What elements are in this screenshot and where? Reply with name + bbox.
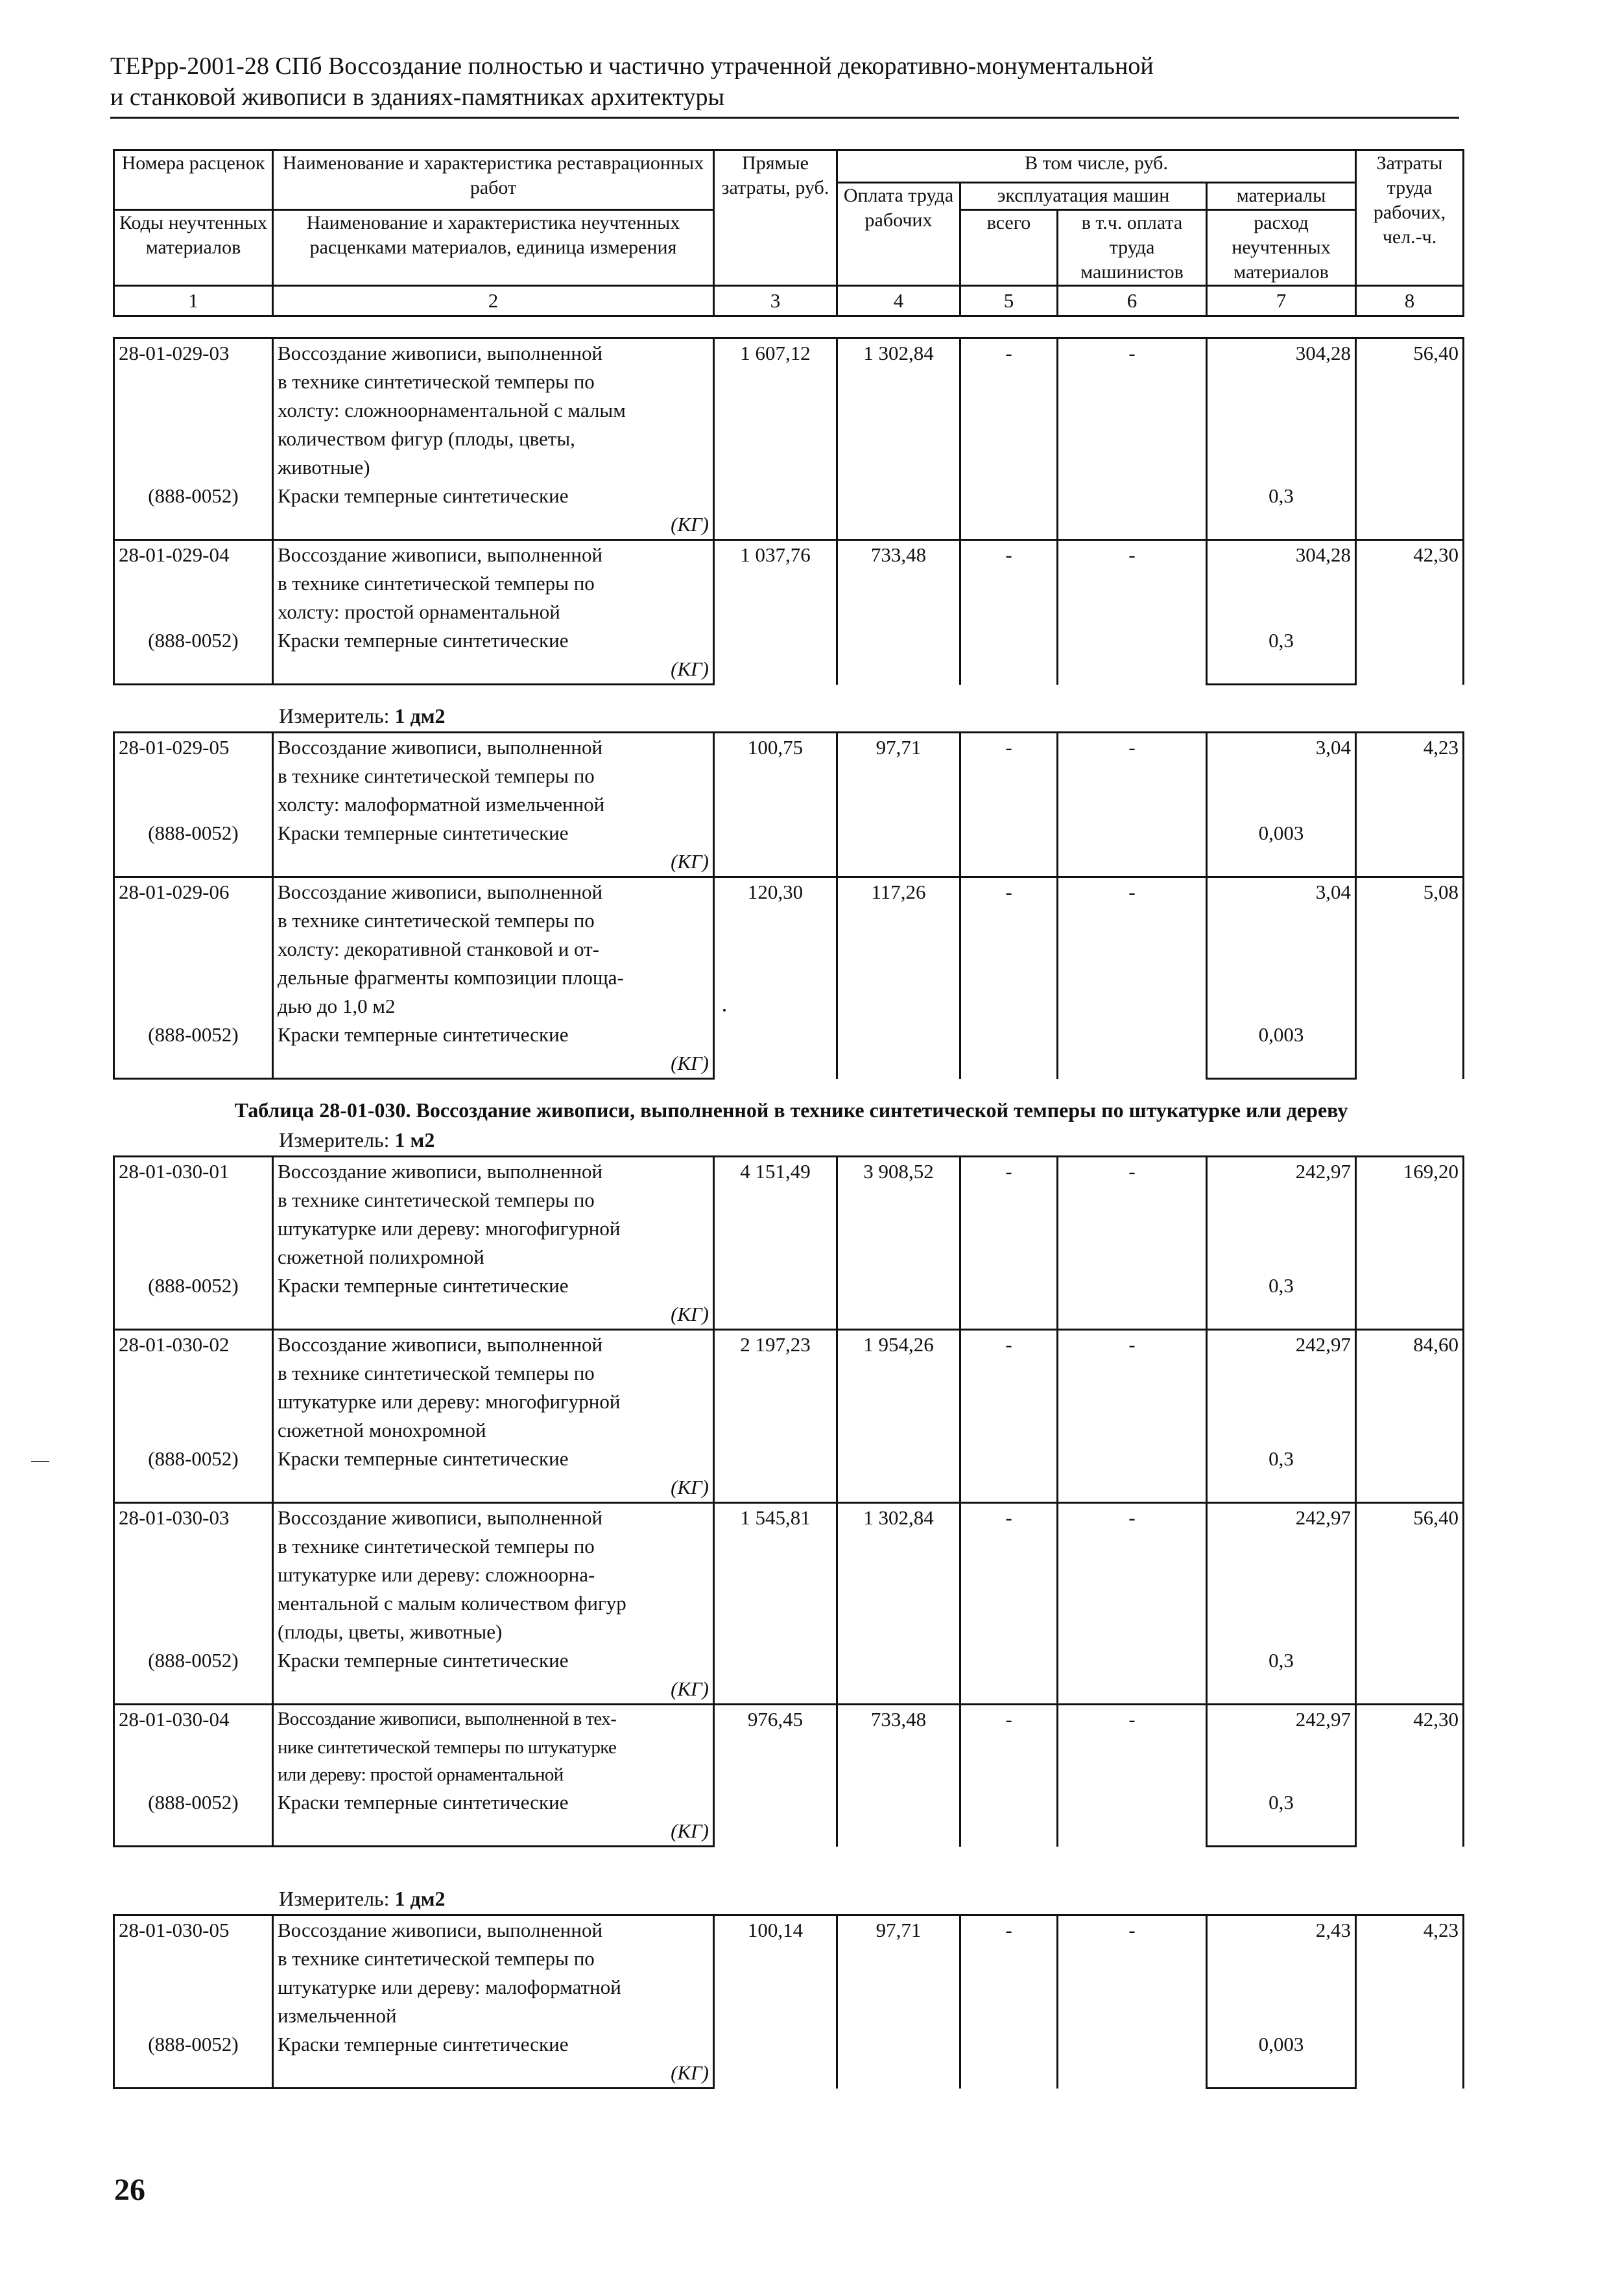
col-number: 6 [1058, 286, 1207, 316]
header-line-2: и станковой живописи в зданиях-памятниках архитектуры [110, 84, 724, 111]
labor-wages: 733,48 [837, 540, 960, 685]
empty-cell [114, 425, 273, 453]
machinist-wages: - [1058, 1705, 1207, 1847]
materials-cost: 242,97 [1207, 1157, 1356, 1187]
labor-hours: 4,23 [1356, 733, 1464, 877]
material-name: Краски темперные синтетические [273, 1021, 714, 1049]
empty-cell [1207, 790, 1356, 819]
empty-cell [114, 1473, 273, 1503]
rate-code: 28-01-030-04 [114, 1705, 273, 1734]
rate-code: 28-01-029-03 [114, 338, 273, 368]
work-description-line: нике синтетической темперы по штукатурке [273, 1734, 714, 1761]
labor-hours: 5,08 [1356, 877, 1464, 1079]
labor-hours: 42,30 [1356, 540, 1464, 685]
machines-total: - [960, 338, 1058, 540]
empty-cell [114, 1945, 273, 1973]
empty-cell [1207, 368, 1356, 396]
direct-costs: 1 607,12 [714, 338, 837, 540]
col-number: 3 [714, 286, 837, 316]
empty-cell [114, 762, 273, 790]
table-caption: Таблица 28-01-030. Воссоздание живописи, выполненной в технике синтетической темперы по штукатурке или дереву [234, 1098, 1348, 1122]
rate-code: 28-01-030-01 [114, 1157, 273, 1187]
work-description-line: Воссоздание живописи, выполненной [273, 1915, 714, 1945]
work-description-line: сюжетной монохромной [273, 1416, 714, 1445]
table-row [114, 1330, 1464, 1360]
rates-table-block-4 [113, 1914, 1464, 2089]
col-number: 1 [114, 286, 273, 316]
work-description-line: в технике синтетической темперы по [273, 1359, 714, 1388]
machines-total: - [960, 733, 1058, 877]
work-description-line: Воссоздание живописи, выполненной [273, 540, 714, 570]
empty-cell [1207, 1049, 1356, 1079]
labor-hours: 42,30 [1356, 1705, 1464, 1847]
table-row [114, 1915, 1464, 1945]
meter-label-1 [279, 703, 446, 729]
material-code: (888-0052) [114, 1788, 273, 1817]
material-unit: (КГ) [273, 655, 714, 685]
work-description-line: ментальной с малым количеством фигур [273, 1589, 714, 1618]
material-name: Краски темперные синтетические [273, 1445, 714, 1473]
material-code: (888-0052) [114, 1021, 273, 1049]
meter-value: 1 дм2 [394, 1887, 446, 1910]
materials-cost: 242,97 [1207, 1503, 1356, 1533]
empty-cell [114, 2002, 273, 2030]
page-number: 26 [114, 2173, 145, 2207]
labor-hours: 84,60 [1356, 1330, 1464, 1503]
meter-caption: Измеритель: [279, 704, 390, 728]
scan-speck [723, 1009, 726, 1012]
col-number: 4 [837, 286, 960, 316]
material-unit: (КГ) [273, 847, 714, 877]
material-unit: (КГ) [273, 1817, 714, 1847]
empty-cell [1207, 1214, 1356, 1243]
meter-caption: Измеритель: [279, 1128, 390, 1152]
material-name: Краски темперные синтетические [273, 819, 714, 847]
empty-cell [114, 847, 273, 877]
material-code: (888-0052) [114, 1272, 273, 1300]
material-quantity: 0,3 [1207, 626, 1356, 655]
rate-code: 28-01-030-05 [114, 1915, 273, 1945]
empty-cell [1207, 964, 1356, 992]
material-unit: (КГ) [273, 1049, 714, 1079]
labor-wages: 1 954,26 [837, 1330, 960, 1503]
empty-cell [114, 1359, 273, 1388]
empty-cell [114, 1973, 273, 2002]
direct-costs: 120,30 [714, 877, 837, 1079]
empty-cell [114, 1675, 273, 1705]
material-name: Краски темперные синтетические [273, 482, 714, 510]
empty-cell [114, 1388, 273, 1416]
work-description-line: Воссоздание живописи, выполненной [273, 1330, 714, 1360]
work-description-line: холсту: сложноорнаментальной с малым [273, 396, 714, 425]
work-description-line: штукатурке или дереву: многофигурной [273, 1214, 714, 1243]
empty-cell [1207, 1388, 1356, 1416]
empty-cell [1207, 1817, 1356, 1847]
empty-cell [1207, 569, 1356, 598]
direct-costs: 1 545,81 [714, 1503, 837, 1705]
material-quantity: 0,003 [1207, 1021, 1356, 1049]
direct-costs: 100,75 [714, 733, 837, 877]
empty-cell [114, 655, 273, 685]
col-6-header: в т.ч. оплата труда машинистов [1058, 210, 1207, 286]
material-name: Краски темперные синтетические [273, 1788, 714, 1817]
labor-wages: 97,71 [837, 733, 960, 877]
empty-cell [1207, 1416, 1356, 1445]
column-number-row [114, 286, 1464, 316]
table-row [114, 338, 1464, 368]
material-code: (888-0052) [114, 2030, 273, 2059]
rates-table-block-1 [113, 337, 1464, 685]
material-name: Краски темперные синтетические [273, 2030, 714, 2059]
labor-hours: 4,23 [1356, 1915, 1464, 2089]
meter-label-2 [279, 1127, 435, 1153]
material-name: Краски темперные синтетические [273, 1646, 714, 1675]
empty-cell [1207, 1300, 1356, 1330]
empty-cell [114, 510, 273, 540]
material-code: (888-0052) [114, 626, 273, 655]
empty-cell [1207, 992, 1356, 1021]
materials-cost: 3,04 [1207, 733, 1356, 763]
empty-cell [1207, 1532, 1356, 1561]
machines-total: - [960, 1157, 1058, 1330]
header-line-1: ТЕРрр-2001-28 СПб Воссоздание полностью и частично утраченной декоративно-монументальной [110, 53, 1154, 80]
empty-cell [1207, 906, 1356, 935]
labor-hours: 169,20 [1356, 1157, 1464, 1330]
machines-total: - [960, 1330, 1058, 1503]
empty-cell [114, 368, 273, 396]
work-description-line: холсту: декоративной станковой и от- [273, 935, 714, 964]
table-row [114, 877, 1464, 907]
material-code: (888-0052) [114, 482, 273, 510]
empty-cell [114, 1243, 273, 1272]
materials-cost: 242,97 [1207, 1705, 1356, 1734]
machinist-wages: - [1058, 877, 1207, 1079]
material-code: (888-0052) [114, 1646, 273, 1675]
machinist-wages: - [1058, 540, 1207, 685]
empty-cell [1207, 453, 1356, 482]
labor-hours: 56,40 [1356, 338, 1464, 540]
work-description-line: Воссоздание живописи, выполненной [273, 877, 714, 907]
col-1-top: Номера расценок [114, 150, 273, 210]
col-number: 8 [1356, 286, 1464, 316]
empty-cell [1207, 847, 1356, 877]
col-5-header: всего [960, 210, 1058, 286]
empty-cell [1207, 1675, 1356, 1705]
work-description-line: в технике синтетической темперы по [273, 762, 714, 790]
materials-cost: 3,04 [1207, 877, 1356, 907]
material-unit: (КГ) [273, 2059, 714, 2089]
scan-mark [31, 1461, 49, 1462]
table-row [114, 1705, 1464, 1734]
table-row [114, 733, 1464, 763]
material-quantity: 0,3 [1207, 1272, 1356, 1300]
work-description-line: животные) [273, 453, 714, 482]
material-quantity: 0,3 [1207, 1445, 1356, 1473]
col-2-bottom: Наименование и характеристика неучтенных расценками материалов, единица измерения [273, 210, 714, 286]
machinist-wages: - [1058, 1330, 1207, 1503]
material-code: (888-0052) [114, 1445, 273, 1473]
empty-cell [114, 935, 273, 964]
empty-cell [114, 1761, 273, 1788]
material-quantity: 0,003 [1207, 2030, 1356, 2059]
work-description-line: в технике синтетической темперы по [273, 1532, 714, 1561]
work-description-line: штукатурке или дереву: малоформатной [273, 1973, 714, 2002]
machines-total: - [960, 1705, 1058, 1847]
empty-cell [114, 992, 273, 1021]
empty-cell [1207, 2002, 1356, 2030]
empty-cell [1207, 655, 1356, 685]
labor-wages: 97,71 [837, 1915, 960, 2089]
including-header: В том числе, руб. [837, 150, 1356, 183]
empty-cell [114, 1734, 273, 1761]
work-description-line: штукатурке или дереву: многофигурной [273, 1388, 714, 1416]
labor-wages: 117,26 [837, 877, 960, 1079]
machinist-wages: - [1058, 733, 1207, 877]
material-unit: (КГ) [273, 510, 714, 540]
table-row [114, 1157, 1464, 1187]
empty-cell [114, 1532, 273, 1561]
empty-cell [1207, 1359, 1356, 1388]
empty-cell [114, 1416, 273, 1445]
work-description-line: Воссоздание живописи, выполненной [273, 733, 714, 763]
empty-cell [1207, 598, 1356, 626]
machinist-wages: - [1058, 1503, 1207, 1705]
col-number: 7 [1207, 286, 1356, 316]
empty-cell [1207, 1243, 1356, 1272]
direct-costs: 1 037,76 [714, 540, 837, 685]
empty-cell [114, 396, 273, 425]
labor-wages: 1 302,84 [837, 338, 960, 540]
work-description-line: дью до 1,0 м2 [273, 992, 714, 1021]
rates-table-block-3 [113, 1155, 1464, 1847]
work-description-line: холсту: простой орнаментальной [273, 598, 714, 626]
materials-cost: 304,28 [1207, 338, 1356, 368]
meter-label-3 [279, 1886, 446, 1911]
machinist-wages: - [1058, 338, 1207, 540]
material-quantity: 0,3 [1207, 482, 1356, 510]
materials-cost: 304,28 [1207, 540, 1356, 570]
empty-cell [114, 1817, 273, 1847]
labor-hours: 56,40 [1356, 1503, 1464, 1705]
work-description-line: штукатурке или дереву: сложноорна- [273, 1561, 714, 1589]
work-description-line: измельченной [273, 2002, 714, 2030]
work-description-line: (плоды, цветы, животные) [273, 1618, 714, 1646]
direct-costs: 976,45 [714, 1705, 837, 1847]
empty-cell [114, 1300, 273, 1330]
empty-cell [114, 1186, 273, 1214]
material-name: Краски темперные синтетические [273, 1272, 714, 1300]
empty-cell [1207, 1589, 1356, 1618]
machines-total: - [960, 540, 1058, 685]
rate-code: 28-01-029-05 [114, 733, 273, 763]
col-2-top: Наименование и характеристика реставрационных работ [273, 150, 714, 210]
empty-cell [114, 569, 273, 598]
empty-cell [1207, 396, 1356, 425]
labor-wages: 733,48 [837, 1705, 960, 1847]
work-description-line: дельные фрагменты композиции площа- [273, 964, 714, 992]
empty-cell [1207, 1945, 1356, 1973]
material-unit: (КГ) [273, 1675, 714, 1705]
empty-cell [114, 1618, 273, 1646]
direct-costs: 4 151,49 [714, 1157, 837, 1330]
direct-costs: 2 197,23 [714, 1330, 837, 1503]
labor-wages: 3 908,52 [837, 1157, 960, 1330]
work-description-line: количеством фигур (плоды, цветы, [273, 425, 714, 453]
work-description-line: Воссоздание живописи, выполненной [273, 1503, 714, 1533]
empty-cell [1207, 2059, 1356, 2089]
materials-cost: 242,97 [1207, 1330, 1356, 1360]
empty-cell [1207, 1973, 1356, 2002]
empty-cell [1207, 510, 1356, 540]
meter-value: 1 м2 [394, 1128, 435, 1152]
direct-costs: 100,14 [714, 1915, 837, 2089]
material-quantity: 0,3 [1207, 1646, 1356, 1675]
empty-cell [114, 2059, 273, 2089]
table-row [114, 540, 1464, 570]
empty-cell [114, 1214, 273, 1243]
meter-value: 1 дм2 [394, 704, 446, 728]
empty-cell [114, 598, 273, 626]
empty-cell [114, 1589, 273, 1618]
material-name: Краски темперные синтетические [273, 626, 714, 655]
rates-table-block-2 [113, 731, 1464, 1080]
table-row [114, 1503, 1464, 1533]
materials-cost: 2,43 [1207, 1915, 1356, 1945]
machines-total: - [960, 877, 1058, 1079]
empty-cell [1207, 1561, 1356, 1589]
empty-cell [1207, 1618, 1356, 1646]
rate-code: 28-01-029-06 [114, 877, 273, 907]
empty-cell [114, 453, 273, 482]
material-unit: (КГ) [273, 1300, 714, 1330]
col-1-bottom: Коды неучтенных материалов [114, 210, 273, 286]
col-number: 5 [960, 286, 1058, 316]
material-unit: (КГ) [273, 1473, 714, 1503]
machines-header: эксплуатация машин [960, 183, 1207, 210]
column-header-table [113, 149, 1464, 317]
col-4-header: Оплата труда рабочих [837, 183, 960, 286]
empty-cell [114, 906, 273, 935]
work-description-line: сюжетной полихромной [273, 1243, 714, 1272]
material-code: (888-0052) [114, 819, 273, 847]
empty-cell [114, 790, 273, 819]
empty-cell [114, 964, 273, 992]
empty-cell [114, 1561, 273, 1589]
col-7-header: расход неучтенных материалов [1207, 210, 1356, 286]
empty-cell [114, 1049, 273, 1079]
empty-cell [1207, 1186, 1356, 1214]
materials-header: материалы [1207, 183, 1356, 210]
machinist-wages: - [1058, 1157, 1207, 1330]
rate-code: 28-01-030-02 [114, 1330, 273, 1360]
work-description-line: Воссоздание живописи, выполненной [273, 1157, 714, 1187]
work-description-line: в технике синтетической темперы по [273, 368, 714, 396]
meter-caption: Измеритель: [279, 1887, 390, 1910]
work-description-line: Воссоздание живописи, выполненной [273, 338, 714, 368]
empty-cell [1207, 425, 1356, 453]
empty-cell [1207, 935, 1356, 964]
material-quantity: 0,003 [1207, 819, 1356, 847]
header-rule [110, 117, 1459, 119]
work-description-line: в технике синтетической темперы по [273, 906, 714, 935]
col-number: 2 [273, 286, 714, 316]
document-header [110, 51, 1459, 113]
work-description-line: в технике синтетической темперы по [273, 1945, 714, 1973]
work-description-line: Воссоздание живописи, выполненной в тех- [273, 1705, 714, 1734]
rate-code: 28-01-030-03 [114, 1503, 273, 1533]
work-description-line: в технике синтетической темперы по [273, 1186, 714, 1214]
material-quantity: 0,3 [1207, 1788, 1356, 1817]
empty-cell [1207, 1734, 1356, 1761]
work-description-line: холсту: малоформатной измельченной [273, 790, 714, 819]
empty-cell [1207, 1473, 1356, 1503]
work-description-line: в технике синтетической темперы по [273, 569, 714, 598]
col-3-header: Прямые затраты, руб. [714, 150, 837, 286]
machines-total: - [960, 1503, 1058, 1705]
machinist-wages: - [1058, 1915, 1207, 2089]
empty-cell [1207, 762, 1356, 790]
empty-cell [1207, 1761, 1356, 1788]
labor-wages: 1 302,84 [837, 1503, 960, 1705]
col-8-header: Затраты труда рабочих, чел.-ч. [1356, 150, 1464, 286]
machines-total: - [960, 1915, 1058, 2089]
work-description-line: или дереву: простой орнаментальной [273, 1761, 714, 1788]
rate-code: 28-01-029-04 [114, 540, 273, 570]
